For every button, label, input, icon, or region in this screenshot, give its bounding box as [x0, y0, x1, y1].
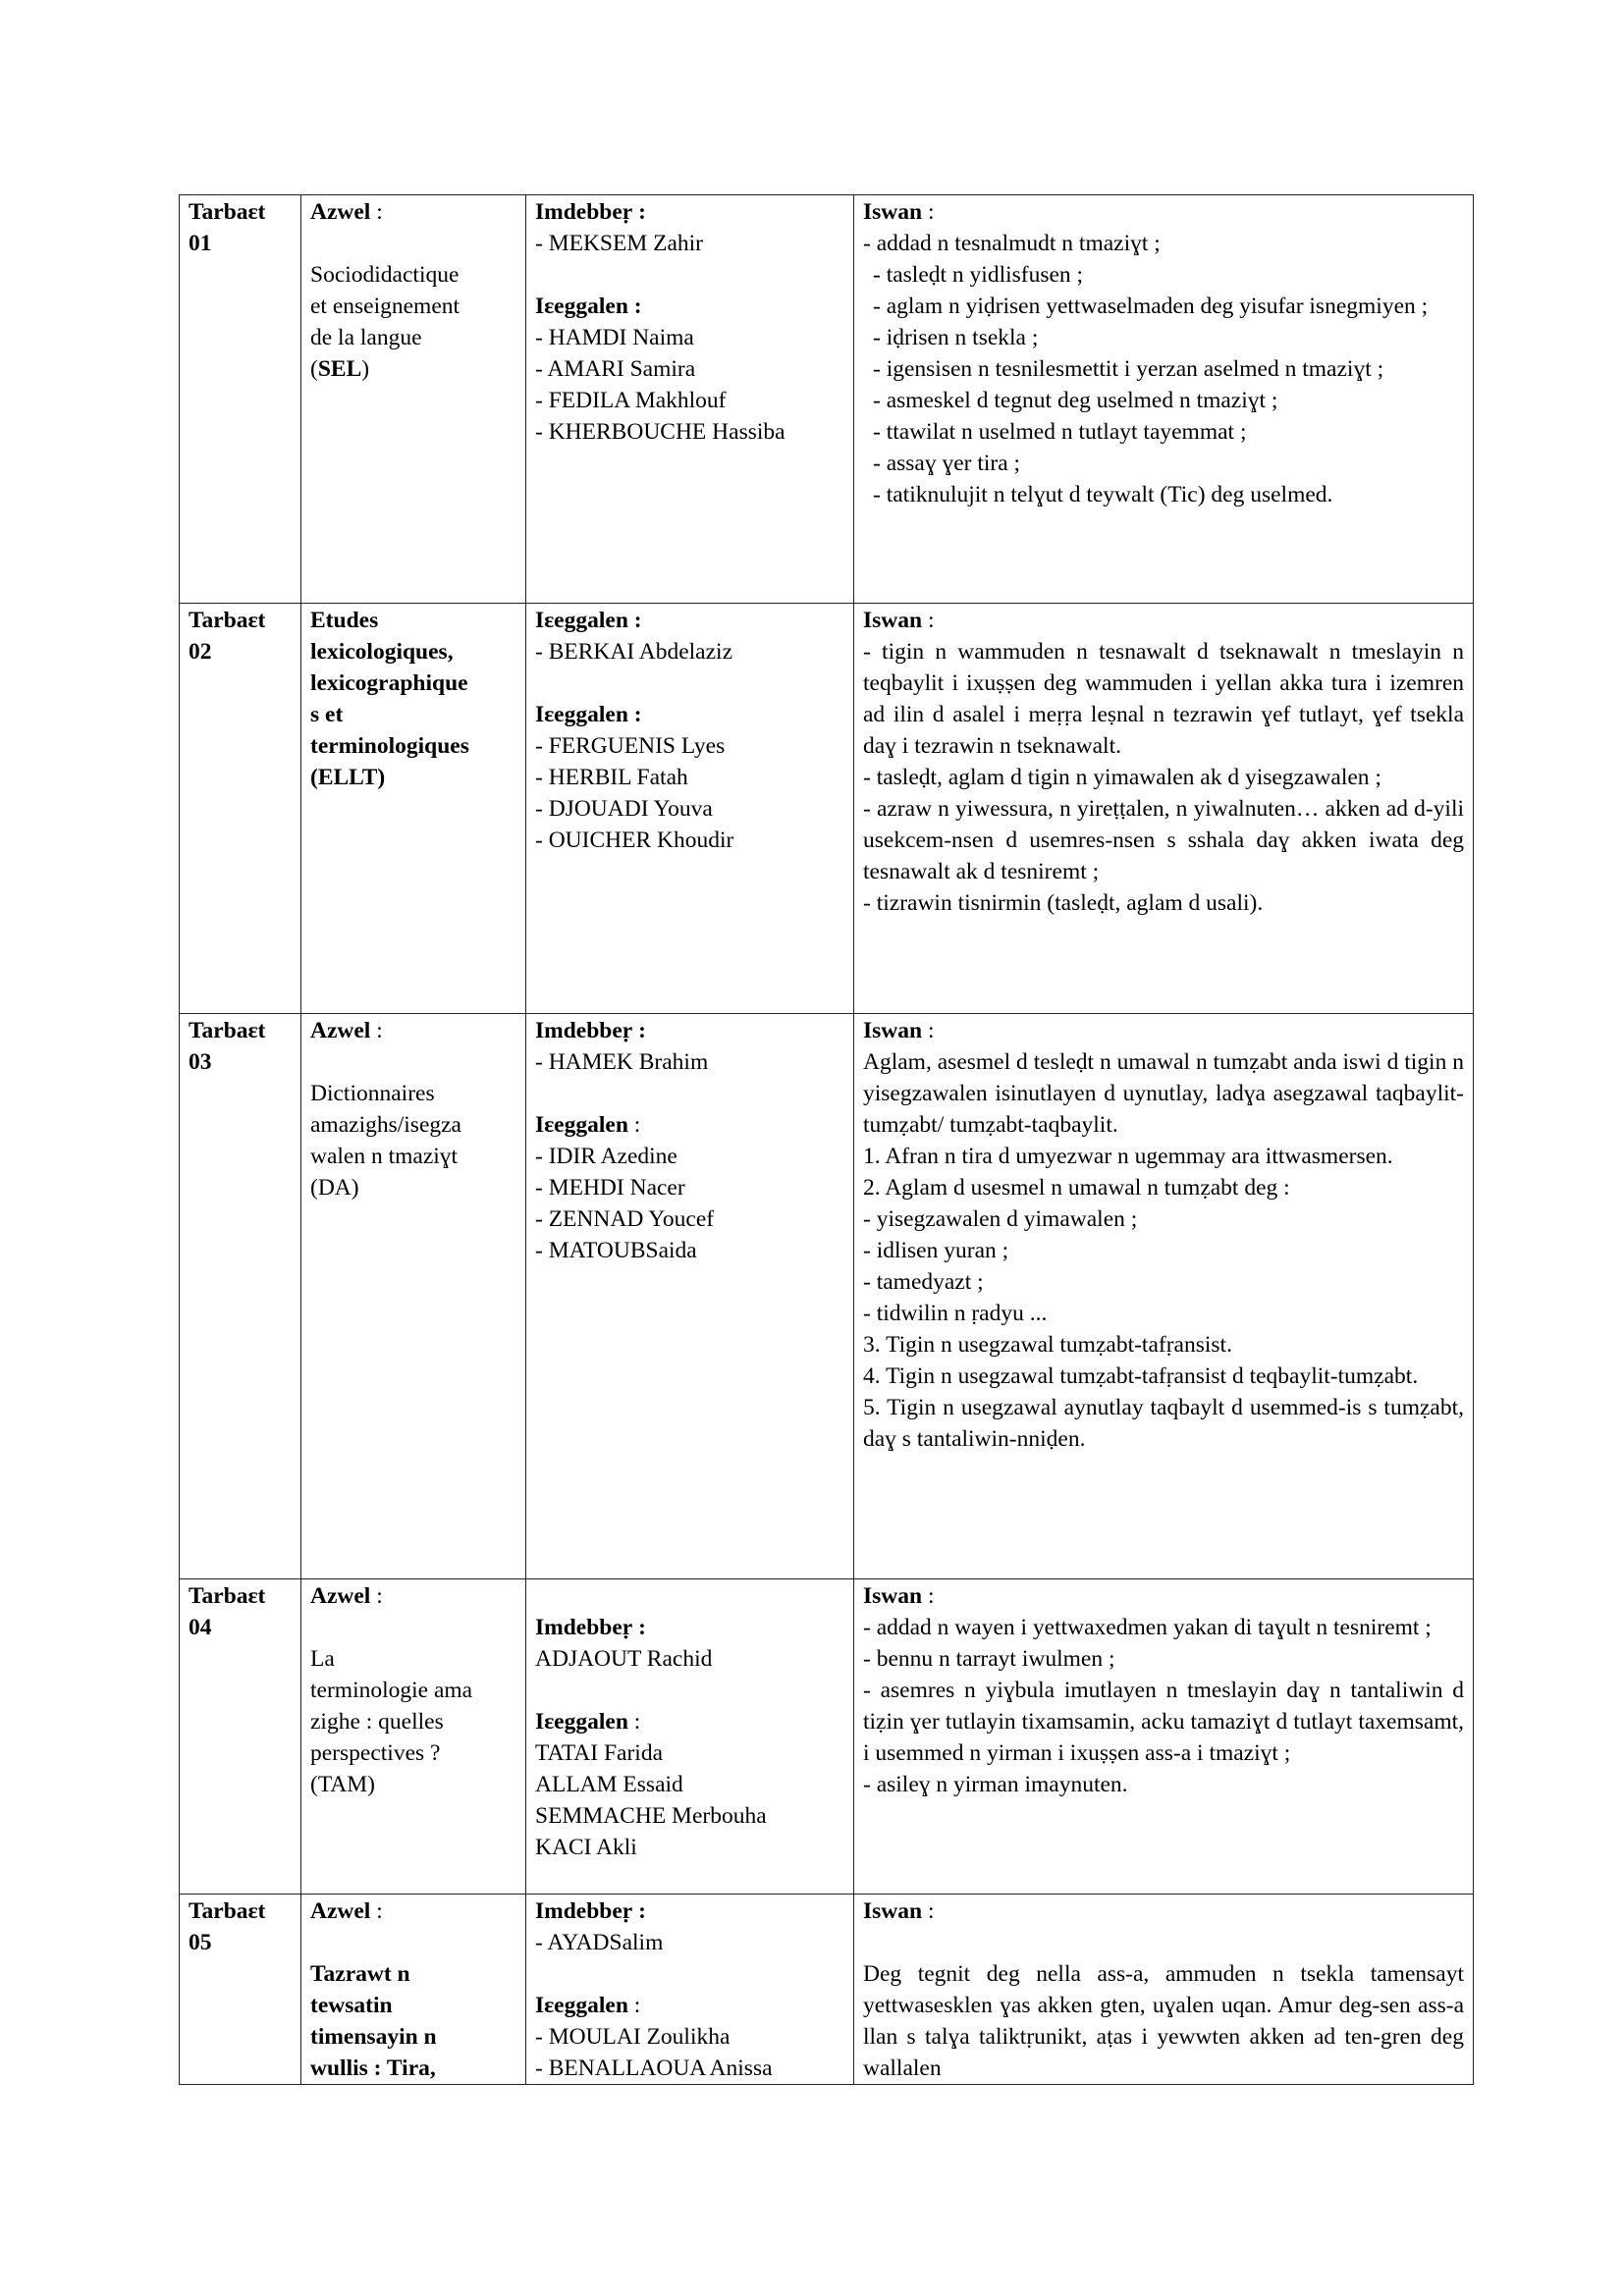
group-label: Tarbaɛt — [189, 1898, 266, 1924]
goal-item: - ttawilat n uselmed n tutlayt tayemmat ; — [873, 419, 1247, 445]
topic-line: timensayin n — [310, 2024, 437, 2050]
people-cell — [526, 604, 854, 1014]
topic-colon: : — [370, 1583, 383, 1609]
goal-item: - asileɣ n yirman imaynuten. — [863, 1772, 1128, 1797]
goals-cell — [854, 1895, 1474, 2085]
members-colon: : — [627, 1709, 641, 1735]
members-label: Iɛeggalen : — [535, 702, 642, 727]
member-name: - MOULAI Zoulikha — [535, 2024, 731, 2050]
goal-item: - bennu n tarrayt iwulmen ; — [863, 1646, 1115, 1672]
goal-item: - tasleḍt n yidlisfusen ; — [873, 262, 1084, 288]
topic-line: et enseignement — [310, 294, 460, 319]
goals-colon: : — [922, 1898, 935, 1924]
director-label: Imdebbeṛ : — [535, 1018, 646, 1043]
goal-item: - addad n tesnalmudt n tmaziɣt ; — [863, 231, 1161, 256]
topic-label: Azwel — [310, 1898, 371, 1924]
member-name: - MATOUBSaida — [535, 1238, 697, 1263]
goals-cell — [854, 604, 1474, 1014]
member-name: - IDIR Azedine — [535, 1144, 677, 1169]
topic-line: Etudes — [310, 608, 379, 633]
goals-label: Iswan — [863, 199, 923, 225]
goal-item: 3. Tigin n usegzawal tumẓabt-tafṛansist. — [863, 1332, 1232, 1358]
topic-line: terminologie ama — [310, 1678, 473, 1703]
director-label: Imdebbeṛ : — [535, 199, 646, 225]
topic-line: de la langue — [310, 325, 422, 350]
topic-line: La — [310, 1646, 335, 1672]
goal-item: - tatiknulujit n telɣut d teywalt (Tic) deg uselmed. — [873, 482, 1333, 507]
topic-cell — [301, 1014, 526, 1579]
member-name: - FEDILA Makhlouf — [535, 388, 727, 413]
topic-line: walen n tmaziɣt — [310, 1144, 459, 1169]
member-name: - HERBIL Fatah — [535, 765, 688, 790]
member-name: - KHERBOUCHE Hassiba — [535, 419, 785, 445]
goals-label: Iswan — [863, 608, 923, 633]
goal-item: - asmeskel d tegnut deg uselmed n tmaziɣt ; — [873, 388, 1278, 413]
goals-colon: : — [922, 199, 935, 225]
group-number: 04 — [189, 1615, 212, 1640]
group-cell — [180, 1895, 301, 2085]
topic-line: terminologiques — [310, 733, 469, 759]
goal-item: - azraw n yiwessura, n yireṭṭalen, n yiwalnuten… akken ad d-yili usekcem-nsen d usemres-nsen s sshala daɣ akken iwata deg tesnawalt ak d tesniremt ; — [863, 796, 1470, 884]
member-name: SEMMACHE Merbouha — [535, 1803, 767, 1829]
group-label: Tarbaɛt — [189, 199, 266, 225]
table-row — [180, 1579, 1474, 1895]
members-colon: : — [627, 1993, 641, 2018]
topic-colon: : — [370, 1018, 383, 1043]
member-name: TATAI Farida — [535, 1740, 664, 1766]
goal-item: - tidwilin n ṛadyu ... — [863, 1301, 1048, 1326]
topic-colon: : — [370, 1898, 383, 1924]
goals-cell — [854, 1014, 1474, 1579]
topic-line: wullis : Tira, — [310, 2056, 436, 2081]
goals-colon: : — [922, 608, 935, 633]
members-label: Iɛeggalen — [535, 1112, 628, 1138]
topic-line: tewsatin — [310, 1993, 393, 2018]
group-number: 01 — [189, 231, 212, 256]
members-label: Iɛeggalen — [535, 1709, 628, 1735]
goal-item: 4. Tigin n usegzawal tumẓabt-tafṛansist d teqbaylit-tumẓabt. — [863, 1363, 1419, 1389]
group-label: Tarbaɛt — [189, 1583, 266, 1609]
topic-abbreviation: SEL — [317, 356, 362, 382]
goal-item: 1. Afran n tira d umyezwar n ugemmay ara ittwasmersen. — [863, 1144, 1393, 1169]
table-row — [180, 604, 1474, 1014]
group-cell — [180, 1579, 301, 1895]
people-cell — [526, 1014, 854, 1579]
topic-line: Tazrawt n — [310, 1961, 410, 1987]
director-name: - BERKAI Abdelaziz — [535, 639, 733, 665]
goal-item: - igensisen n tesnilesmettit i yerzan aselmed n tmaziɣt ; — [873, 356, 1384, 382]
goals-label: Iswan — [863, 1583, 923, 1609]
topic-cell — [301, 604, 526, 1014]
table-row — [180, 1895, 1474, 2085]
research-groups-table — [179, 194, 1474, 2085]
topic-line: lexicographique — [310, 670, 468, 696]
people-cell — [526, 1895, 854, 2085]
people-cell — [526, 195, 854, 604]
topic-cell — [301, 195, 526, 604]
director-label: Imdebbeṛ : — [535, 1898, 646, 1924]
goals-colon: : — [922, 1018, 935, 1043]
member-name: - BENALLAOUA Anissa — [535, 2056, 773, 2081]
topic-line: Sociodidactique — [310, 262, 460, 288]
goal-item: - iḍrisen n tsekla ; — [873, 325, 1039, 350]
goal-item: - tigin n wammuden n tesnawalt d tseknawalt n tmeslayin n teqbaylit i ixuṣṣen deg wammuden i yellan akka tura i izemren ad ilin d asalel i meṛṛa leṣnal n tezrawin ɣef tutlayt, ɣef tsekla daɣ i tezrawin n tseknawalt. — [863, 639, 1470, 759]
director-name: - HAMEK Brahim — [535, 1049, 709, 1075]
goal-item: - yisegzawalen d yimawalen ; — [863, 1206, 1138, 1232]
director-name: ADJAOUT Rachid — [535, 1646, 713, 1672]
goal-paragraph: Deg tegnit deg nella ass-a, ammuden n tsekla tamensayt yettwasesklen ɣas akken gten, uɣalen uqan. Amur deg-sen ass-a llan s talɣa taliktṛunikt, aṭas i yewwten akken ad ten-gren deg wallalen — [863, 1961, 1470, 2081]
topic-line: Dictionnaires — [310, 1081, 435, 1106]
topic-line: lexicologiques, — [310, 639, 454, 665]
group-label: Tarbaɛt — [189, 608, 266, 633]
topic-label: Azwel — [310, 199, 371, 225]
group-cell — [180, 1014, 301, 1579]
member-name: - ZENNAD Youcef — [535, 1206, 715, 1232]
director-label: Iɛeggalen : — [535, 608, 642, 633]
director-label: Imdebbeṛ : — [535, 1615, 646, 1640]
goal-item: - asemres n yiɣbula imutlayen n tmeslayin daɣ n tantaliwin d tiẓin ɣer tutlayin tixamsamin, acku tamaziɣt d tutlayt taxemsamt, i usemmed n yirman i ixuṣṣen ass-a i tmaziɣt ; — [863, 1678, 1470, 1766]
members-label: Iɛeggalen — [535, 1993, 628, 2018]
topic-line: perspectives ? — [310, 1740, 441, 1766]
topic-line: s et — [310, 702, 344, 727]
paren: ) — [361, 356, 370, 382]
goal-item: 2. Aglam d usesmel n umawal n tumẓabt deg : — [863, 1175, 1290, 1201]
table-row — [180, 195, 1474, 604]
goal-item: Aglam, asesmel d tesleḍt n umawal n tumẓabt anda iswi d tigin n yisegzawalen isinutlayen d uynutlay, ladɣa asegzawal taqbaylit-tumẓabt/ tumẓabt-taqbaylit. — [863, 1049, 1470, 1138]
group-cell — [180, 195, 301, 604]
topic-label: Azwel — [310, 1583, 371, 1609]
topic-line: amazighs/isegza — [310, 1112, 461, 1138]
goals-label: Iswan — [863, 1898, 923, 1924]
goals-cell — [854, 195, 1474, 604]
members-colon: : — [627, 1112, 641, 1138]
member-name: - AMARI Samira — [535, 356, 696, 382]
goal-item: - tamedyazt ; — [863, 1269, 984, 1295]
goal-item: - addad n wayen i yettwaxedmen yakan di taɣult n tesniremt ; — [863, 1615, 1432, 1640]
topic-abbreviation: (DA) — [310, 1175, 359, 1201]
goal-item: - tasleḍt, aglam d tigin n yimawalen ak d yisegzawalen ; — [863, 765, 1381, 790]
topic-cell — [301, 1895, 526, 2085]
member-name: - OUICHER Khoudir — [535, 828, 734, 853]
topic-cell — [301, 1579, 526, 1895]
member-name: - MEHDI Nacer — [535, 1175, 685, 1201]
goals-label: Iswan — [863, 1018, 923, 1043]
topic-abbreviation: (TAM) — [310, 1772, 375, 1797]
group-cell — [180, 604, 301, 1014]
member-name: - DJOUADI Youva — [535, 796, 713, 822]
member-name: - FERGUENIS Lyes — [535, 733, 726, 759]
goal-item: - idlisen yuran ; — [863, 1238, 1009, 1263]
director-name: - MEKSEM Zahir — [535, 231, 704, 256]
director-name: - AYADSalim — [535, 1930, 664, 1955]
topic-abbreviation: (ELLT) — [310, 765, 386, 790]
topic-line: zighe : quelles — [310, 1709, 444, 1735]
goal-item: 5. Tigin n usegzawal aynutlay taqbaylt d usemmed-is s tumẓabt, daɣ s tantaliwin-nniḍen. — [863, 1395, 1470, 1452]
goal-item: - tizrawin tisnirmin (tasleḍt, aglam d usali). — [863, 890, 1264, 916]
goals-colon: : — [922, 1583, 935, 1609]
member-name: KACI Akli — [535, 1835, 637, 1860]
members-label: Iɛeggalen : — [535, 294, 642, 319]
goals-cell — [854, 1579, 1474, 1895]
group-number: 05 — [189, 1930, 212, 1955]
group-number: 02 — [189, 639, 212, 665]
people-cell — [526, 1579, 854, 1895]
group-number: 03 — [189, 1049, 212, 1075]
group-label: Tarbaɛt — [189, 1018, 266, 1043]
goal-item: - assaɣ ɣer tira ; — [873, 451, 1021, 476]
member-name: ALLAM Essaid — [535, 1772, 683, 1797]
topic-colon: : — [370, 199, 383, 225]
topic-label: Azwel — [310, 1018, 371, 1043]
goal-item: - aglam n yiḍrisen yettwaselmaden deg yisufar isnegmiyen ; — [873, 294, 1429, 319]
paren: ( — [310, 356, 318, 382]
table-row — [180, 1014, 1474, 1579]
member-name: - HAMDI Naima — [535, 325, 694, 350]
